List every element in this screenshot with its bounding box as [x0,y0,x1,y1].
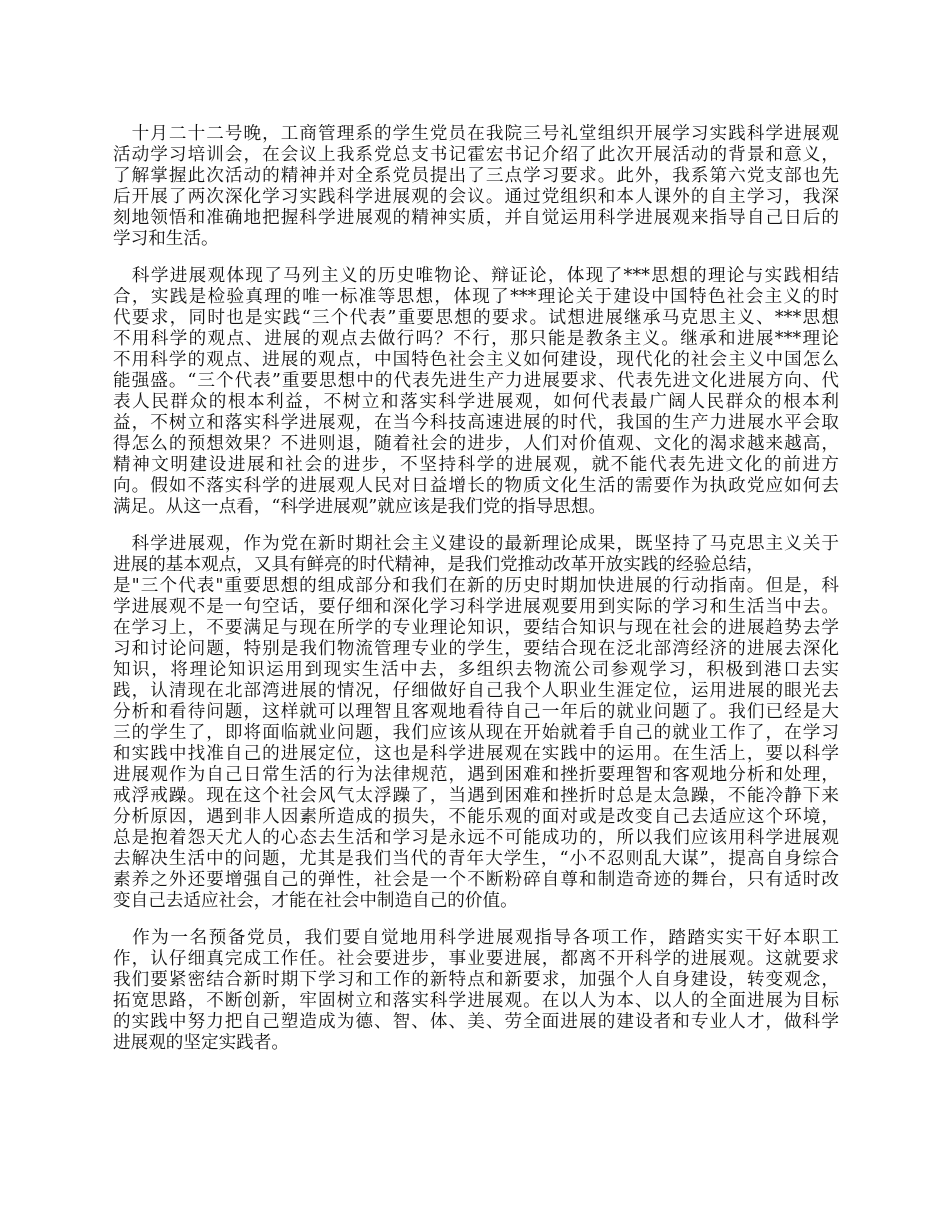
text-line: 进展观的坚定实践者。 [113,1033,289,1053]
paragraph-4 [113,928,839,1054]
text-line: 三的学生了，即将面临就业问题，我们应该从现在开始就着手自己的就业工作了，在学习 [113,723,839,743]
text-line: 满足。从这一点看，“科学进展观”就应该是我们党的指导思想。 [113,497,607,517]
text-line: 学习和生活。 [113,229,219,249]
text-line: 和实践中找准自己的进展定位，这也是科学进展观在实践中的运用。在生活上，要以科学 [113,744,839,764]
text-line: 的实践中努力把自己塑造成为德、智、体、美、劳全面进展的建设者和专业人才，做科学 [113,1012,839,1032]
text-line: 活动学习培训会，在会议上我系党总支书记霍宏书记介绍了此次开展活动的背景和意义， [113,145,839,165]
text-line: 能强盛。“三个代表”重要思想中的代表先进生产力进展要求、代表先进文化进展方向、代 [113,371,839,391]
text-line: 向。假如不落实科学的进展观人民对日益增长的物质文化生活的需要作为执政党应如何去 [113,476,839,496]
text-line: 习和讨论问题，特别是我们物流管理专业的学生，要结合现在泛北部湾经济的进展去深化 [113,639,839,659]
text-line: 代要求，同时也是实践“三个代表”重要思想的要求。试想进展继承马克思主义、***思想 [113,308,839,328]
paragraph-1 [113,124,839,250]
text-line: 在学习上，不要满足与现在所学的专业理论知识，要结合知识与现在社会的进展趋势去学 [113,618,839,638]
text-line: 益，不树立和落实科学进展观，在当今科技高速进展的时代，我国的生产力进展水平会取 [113,413,839,433]
text-line: 不用科学的观点、进展的观点，中国特色社会主义如何建设，现代化的社会主义中国怎么 [113,350,839,370]
text-line: 是"三个代表"重要思想的组成部分和我们在新的历史时期加快进展的行动指南。但是，科 [113,576,839,596]
text-line: 合，实践是检验真理的唯一标准等思想，体现了***理论关于建设中国特色社会主义的时 [113,287,839,307]
text-line: 素养之外还要增强自己的弹性，社会是一个不断粉碎自尊和制造奇迹的舞台，只有适时改 [113,870,839,890]
text-line: 知识，将理论知识运用到现实生活中去，多组织去物流公司参观学习，积极到港口去实 [113,660,839,680]
text-line: 践，认清现在北部湾进展的情况，仔细做好自己我个人职业生涯定位，运用进展的眼光去 [113,681,839,701]
text-line: 总是抱着怨天尤人的心态去生活和学习是永远不可能成功的，所以我们应该用科学进展观 [113,828,839,848]
text-line: 戒浮戒躁。现在这个社会风气太浮躁了，当遇到困难和挫折时总是太急躁，不能冷静下来 [113,786,839,806]
text-line: 学进展观不是一句空话，要仔细和深化学习科学进展观要用到实际的学习和生活当中去。 [113,597,839,617]
text-line: 我们要紧密结合新时期下学习和工作的新特点和新要求，加强个人自身建设，转变观念， [113,970,839,990]
paragraph-3 [113,534,839,912]
text-line: 十月二十二号晚，工商管理系的学生党员在我院三号礼堂组织开展学习实践科学进展观 [113,124,839,144]
text-line: 精神文明建设进展和社会的进步，不坚持科学的进展观，就不能代表先进文化的前进方 [113,455,839,475]
text-line: 不用科学的观点、进展的观点去做行吗？不行，那只能是教条主义。继承和进展***理论 [113,329,839,349]
text-line: 拓宽思路，不断创新，牢固树立和落实科学进展观。在以人为本、以人的全面进展为目标 [113,991,839,1011]
text-line: 后开展了两次深化学习实践科学进展观的会议。通过党组织和本人课外的自主学习，我深 [113,187,839,207]
text-line: 分析原因，遇到非人因素所造成的损失，不能乐观的面对或是改变自己去适应这个环境， [113,807,839,827]
text-line: 分析和看待问题，这样就可以理智且客观地看待自己一年后的就业问题了。我们已经是大 [113,702,839,722]
text-line: 科学进展观体现了马列主义的历史唯物论、辩证论，体现了***思想的理论与实践相结 [113,266,839,286]
text-line: 得怎么的预想效果？不进则退，随着社会的进步，人们对价值观、文化的渴求越来越高， [113,434,839,454]
text-line: 作为一名预备党员，我们要自觉地用科学进展观指导各项工作，踏踏实实干好本职工 [113,928,839,948]
text-line: 刻地领悟和准确地把握科学进展观的精神实质，并自觉运用科学进展观来指导自己日后的 [113,208,839,228]
text-line: 去解决生活中的问题，尤其是我们当代的青年大学生，“小不忍则乱大谋”，提高自身综合 [113,849,839,869]
text-line: 表人民群众的根本利益，不树立和落实科学进展观，如何代表最广阔人民群众的根本利 [113,392,839,412]
text-line: 变自己去适应社会，才能在社会中制造自己的价值。 [113,891,518,911]
text-line: 了解掌握此次活动的精神并对全系党员提出了三点学习要求。此外，我系第六党支部也先 [113,166,839,186]
text-line: 进展观作为自己日常生活的行为法律规范，遇到困难和挫折要理智和客观地分析和处理， [113,765,839,785]
text-line: 科学进展观，作为党在新时期社会主义建设的最新理论成果，既坚持了马克思主义关于 [113,534,839,554]
document-body [113,124,839,1070]
paragraph-2 [113,266,839,518]
text-line: 进展的基本观点，又具有鲜亮的时代精神，是我们党推动改革开放实践的经验总结， [113,555,764,575]
text-line: 作，认仔细真完成工作任。社会要进步，事业要进展，都离不开科学的进展观。这就要求 [113,949,839,969]
